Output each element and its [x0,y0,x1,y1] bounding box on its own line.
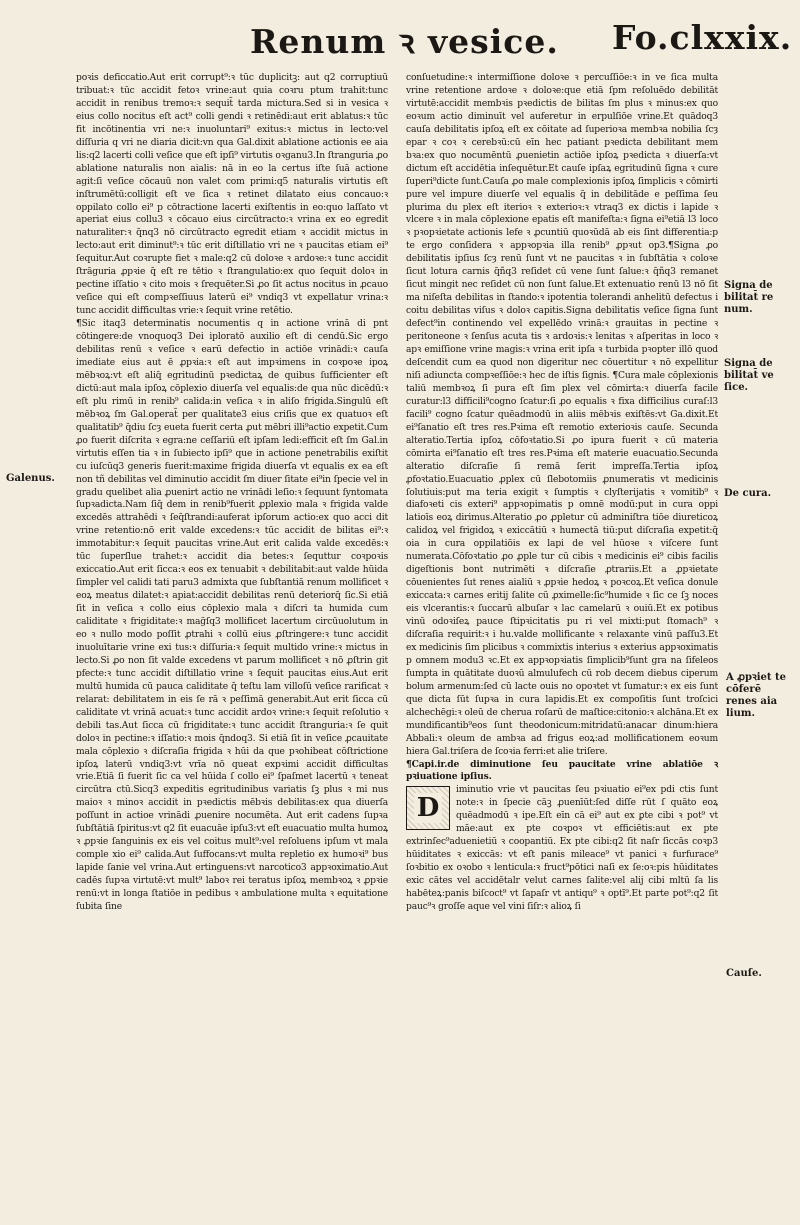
margin-note-signa-vesice: Signa de bilitat̄ ve ſice. [724,358,774,393]
chapter-text: iminutio vrie vt paucitas ſeu pꝛiuatio ei⁹ex pdi ctis ſunt note:ꝛ in ſpecie cāꝫ ꝓuenīūt:ſed diſſe rūt ſ quāto eoꝝ quēadmodū ꝛ ipe.Eſt eīn cā ei⁹ aut ex ꝑte cibi ꝛ pot⁹ vt māe:aut ex pte coꝛpoꝛ vt efficiētis:aut ex pte extrinſec⁹aduenietiū ꝛ coopantiū. Ex pte cibi:q2 ſit naſr ſiccās coꝛp3 hūiditates ꝛ exiccās: vt eſt panis mileace⁹ vt panici ꝛ furfurace⁹ ſoꝛbitio ex oꝛobo ꝛ lenticula:ꝛ fruct⁹pōtici naſi ex ſe:oꝛ:pis hūiditates exic cātes vel accidētalr velut carnes ſalite:vel alij cibi mltū ſa lis habēteꝝ:panis biſcoct⁹ vt ſapaſr vt antiqu⁹ ꝛ optī⁹.Et parte pot⁹:q2 ſit pauc⁹ꝛ groſſe aque vel vini ſiſr:ꝛ alioꝝ ſi [406,785,718,912]
running-header [0,18,800,68]
right-column [406,72,718,914]
left-column [76,72,388,914]
drop-cap-letter: D [414,793,442,823]
right-paragraph-bottom [406,784,718,914]
left-paragraph-2: ¶Sic itaq3 determinatis nocumentis q in actione vrinā di pnt cōtingere:de vnoquoq3 Dei iploratō auxilio eſt di cendū.Sic ergo debilitas renū ꝛ veſice ꝛ earū defectio in actiōe vrinādi:ꝛ cauſa imediate eius aut ē ꝓpꝛia:ꝛ eſt aut impꝛimens in coꝛpoꝛe ipoꝝ mēbꝛoꝝ:vt eſt aliq̄ egritudinū pꝛedictaꝝ de quibus ſufficienter eſt dictū:aut mala ipſoꝝ cōplexio diuerſa vel equalis:de qua nūc dicēdū:ꝛ eſt plu rimū in renib⁹ calida:in veſica ꝛ in aliſo frigida.Singulū eſt mēbꝛoꝝ ſm Gal.operat̄ per qualitate3 eius criſis que ex quatuoꝛ eſt qualitatib⁹ q̄diu ſcȝ eueta fuerit certa ꝓut mēbri illi⁹actio expetit.Cum ꝓo fuerit diſcrita ꝛ egra:ne ceſſariū eſt ipſam ledi:efficit eſt ſm Gal.in virtutis eſſen tia ꝛ in ſubiecto ipſi⁹ que in actione penetrabilis exiſtit cu iuſcūq3 generis fuerit:maxime frigida diuerſa vt equalis ex ea eſt non tñ debilitas vel diminutio accidit ſm diuer ſitate ei⁹in ſpecie vel in gradu quelibet alia ꝓuenirt actio ne vrinādi leſio:ꝛ ſequunt ſyntomata ſupꝛadicta.Nam ſiq̄ dem in renib⁹fuerit ꝓplexio mala ꝛ frigida valde excedēs attrahēdi ꝛ ſeq̄ſtrandi:auferat ipſorum actio:ex quo acci dit vrine retentio:nō erit valde excedens:ꝛ tūc accidit de bilitas ei⁹:ꝛ immotabitur:ꝛ ſequit paucitas vrine.Aut erit calida valde excedēs:ꝛ tūc ſuperſlue trahet:ꝛ accidit dia betes:ꝛ ſequttur coꝛpoꝛis exiccatio.Aut erit ſicca:ꝛ eos ex tenuabit ꝛ debilitabit:aut valde hūida ſimpler vel calidi tati paru3 admixta que ſubſtantiā renum mollificet ꝛ eoꝝ meatus dilatet:ꝛ apiat:accidit debilitas renū deteriorq̄ ſic.Si etiā ſit in veſica ꝛ collo eius cōplexio mala ꝛ diſcri ta humida cum caliditate ꝛ frigiditate:ꝛ mag̈ſq3 mollificet lacertum circūuolutum in eo ꝛ nullo modo poſſit ꝓtrahi ꝛ collū eius ꝓſtringere:ꝛ tunc accidit inuoluītarie vrine exi tus:ꝛ diſſuria:ꝛ ſequit multido vrine:ꝛ mictus in lecto.Si ꝓo non ſit valde excedens vt parum mollificet ꝛ nō ꝓſtrin git pfecte:ꝛ tunc accidit diſtillatio vrine ꝛ ſequit paucitas eius.Aut erit multū humida cū pauca caliditate q̄ teſtu lam villoſū veſice rarificat ꝛ relarat: debilitatem in eis ſe rā ꝛ peſſimā generabit.Aut erit ſicca cū caliditate vt vrinā acuat:ꝛ tunc accidit ardoꝛ vrine:ꝛ ſequit reſolutio ꝛ debili tas.Aut ſicca cū frigiditate:ꝛ tunc accidit ſtranguria:ꝛ ſe quit doloꝛ in pectine:ꝛ iſſatio:ꝛ mois q̄ndoq3. Si etiā ſit in veſice ꝓcauitate mala cōplexio ꝛ diſcraſia frigida ꝛ hūi da que pꝛohibeat cōſtrictione ipſoꝝ laterū vndiq3:vt vrīa nō queat expꝛimi accidit difficultas vrie.Etiā ſi fuerit ſic ca vel hūida ſ collo ei⁹ ſpaſmet lacertū ꝛ teneat circūtra ctū.Sicq3 expeditis egritudinibus variatis ſꝫ plus ꝛ mi nus maioꝛ ꝛ minoꝛ accidit in pꝛedictis mēbꝛis debilitas:ex qua diuerſa poſſunt in actioe vrinādi ꝓuenire nocumēta. Aut erit cadens ſupꝛa ſubſtātiā ſpiritus:vt q2 ſit euacuāe ipſu3:vt eſt euacuatio multa humoꝝ ꝛ ꝓpꝛie ſanguinis ex eis vel coitus mult⁹:vel reſoluens ipſum vt mala comple xio ei⁹ calida.Aut ſuffocans:vt multa repletio ex humoꝛi⁹ bus lapide ſanie vel vrina.Aut ertinguens:vt narcotico3 appꝛoximatio.Aut cadēs ſupꝛa virtutē:vt mult⁹ laboꝛ rei teratus ipſoꝝ membꝛoꝝ ꝛ ꝓpꝛie renū:vt in longa ſtatiōe in pedibus ꝛ ambulatione multa ꝛ equitatione ſubita ſine [76,319,388,912]
chapter-heading: ¶Capi.ir.de diminutione ſeu paucitate vrine ablatiōe ꝛ pꝛiuatione ipſius. [406,758,718,783]
margin-note-cause: Cauſe. [726,968,762,979]
folio-number: Fo.clxxix. [612,18,793,57]
drop-cap-initial [406,786,450,830]
running-title: Renum ꝛ vesice. [250,22,559,61]
left-paragraph-1: poꝛis deficcatio.Aut erit corrupt⁹:ꝛ tūc duplicitꝫ: aut q2 corruptiuū tribuat:ꝛ tūc accidit fetoꝛ vrine:aut quia coꝛru ptum trahit:tunc accidit in renibus tremoꝛ:ꝛ sequit̄ tarda mictura.Sed si in vesica ꝛ eius collo nocitus eſt act⁹ colli gendi ꝛ retinēdi:aut erit ablatus:ꝛ tūc fit incōtinentia vri ne:ꝛ inuoluntari⁹ exitus:ꝛ mictus in lecto:vel diſſuria q vri ne diaria dicit:vn qua Gal.dixit ablatione actionis ee aia lis:q2 lacerti colli veſice que eſt ipſi⁹ virtutis oꝛganu3.In ſtranguria ꝓo ablatione naturalis non aialis: nā in eo la certus iſte ſuā actione agit:ſi veſice cōcauū non valet com primi:q5 naturalis virtutis eſt inſtrumētū:colligit eſt ve ſica ꝛ retinet dilatato eius concauo:ꝛ oppilato collo ei⁹ p cōtractione lacerti exiſtentis in eo:quo laſſato vt aperiat eius collu3 ꝛ cōcauo eius circūtracto:ꝛ vrina ex eo egredit naturaliter:ꝛ q̄nq3 nō circūtracto egredit etiam ꝛ accidit mictus in lecto:aut erit diminut⁹:ꝛ tūc erit diſtillatio vri ne ꝛ paucitas etiam ei⁹ ſequitur.Aut coꝛrupte fiet ꝛ male:q2 cū doloꝛe ꝛ ardoꝛe:ꝛ tunc accidit ſtrāguria ꝓpꝛie q̄ eſt re tētio ꝛ ſtrangulatio:ex quo ſequit doloꝛ in pectine iſſatio ꝛ cito mois ꝛ ſrequēter.Si ꝓo ſit actus nocitus in ꝓcauo veſice qui eſt compꝛeſſiuus laterū ei⁹ vndiq3 vt expellatur vrina:ꝛ tunc accidit difficultas vrie:ꝛ ſequit vrine retētio. [76,73,388,317]
margin-note-signa-renum: Signa de bilitat̄ re num. [724,280,774,315]
right-paragraph-top: conſuetudine:ꝛ intermiſſione doloꝛe ꝛ percuſſiōe:ꝛ in ve ſica multa vrine retentione ardoꝛe ꝛ doloꝛe:que etiā ſpm reſoluēdo debilitāt virtutē:accidit membꝛis pꝛedictis de bilitas ſm plus ꝛ minus:ex quo eoꝛum actio diminuīt vel auferetur in erpulſiōe vrine.Et quādoq3 cauſa debilitatis ipſoꝝ eſt ex cōitate ad ſuperioꝛa membꝛa nobilia ſcȝ epar ꝛ coꝛ ꝛ cerebꝛū:cū eīn hec patiant pꝛedicta debilitant mem bꝛa:ex quo nocumēntū ꝓuenietin actiōe ipſoꝝ pꝛedicta ꝛ diuerſa:vt dictum eſt accidētia inſequētur.Et cauſe ipſaꝝ egritudinū ſigna ꝛ cure ſuperi⁹dicte ſunt.Cauſa ꝓo male complexionis ipſoꝝ ſimplicis ꝛ cōmirti pure vel impure diuerſe vel equalis q̄ in debilitāde e peſſima ſeu plurima du plex eſt iterioꝛ ꝛ exterioꝛ:ꝛ vtraq3 ex dictis i lapide ꝛ vlcere ꝛ in mala cōplexione epatis eſt manifeſta:ꝛ ſigna ei⁹etiā l3 loco ꝛ pꝛopꝛietate actionis lefe ꝛ ꝓcuntiū quoꝛūdā ab eis ſint differentia:p te ergo conſidera ꝛ appꝛopꝛia illa renib⁹ ꝓpꝛut op3.¶Signa ꝓo debilitatis ipſius ſcȝ renū ſunt vt ne paucitas ꝛ in ſubſtātia ꝛ coloꝛe ſicut lotura carnis q̄ñq3 reſidet cū vene ſunt ſalue:ꝛ q̄ñq3 remanet ſicut mingit nec reſidet cū non ſunt ſalue.Et extenuatio renū l3 nō ſit ma niſeſta debilitas in ſtando:ꝛ ipotentia tolerandi anhelitū defectus i coitu debilitas viſus ꝛ doloꝛ capitis.Signa debilitatis veſice ſigna ſunt defect⁹in continendo vel expellēdo vrinā:ꝛ grauitas in pectine ꝛ peritoneone ꝛ ſenſus acuta tis ꝛ ardoꝛis:ꝛ lenitas ꝛ aſperitas in loco ꝛ apꝛ emiſſione vrine magis:ꝛ vrina erit ipſa ꝛ turbida pꝛopter illō quod deſcendit cum ea quod non digeritur nec cōuertitur ꝛ nō expellitur niſi adiuncta compꝛeſſiōe:ꝛ hec de iſtis ſignis. ¶Cura male cōplexionis taliū membꝛoꝝ ſi pura eſt ſim plex vel cōmirta:ꝛ diuerſa facile curatur:l3 difficili⁹cogno ſcatur:ſi ꝓo equalis ꝛ fixa difficilius curaſ:l3 facili⁹ cogno ſcatur quēadmodū in aliis mēbꝛis exiſtēs:vt Ga.dixit.Et ei⁹ſanatio eſt tres res.Pꝛima eſt remotio exterioꝛis cauſe. Secunda alteratio.Tertia ipſoꝝ cōfoꝛtatio.Si ꝓo ipura fuerit ꝛ cū materia cōmirta ei⁹ſanatio eſt tres res.Pꝛima eſt materie euacuatio.Secunda alteratio diſcraſie ſi remā ſerit impreſſa.Tertia ipſoꝝ ꝓfoꝛtatio.Euacuatio ꝓplex cū ſlebotomiis ꝓnumeratis vt medicinis ſolutiuis:put ma teria exigit ꝛ ſumptis ꝛ clyſterijatis ꝛ vomitib⁹ ꝛ diafoꝛeti cis exteri⁹ appꝛopimatis p omnē modū:put in cura oppi latioīs eoꝝ dirimus.Alteratio ꝓo ꝓpletur cū adminiſtra tiōe diureticoꝝ calidoꝝ vel frigidoꝝ ꝛ exiccātiū ꝛ humectā tiū:put diſcraſia expetit:q̄ oia in cura oppilatiōis ex lapi de vel hūoꝛe ꝛ viſcere ſunt numerata.Cōfoꝛtatio ꝓo ꝓple tur cū cibis ꝛ medicinis ei⁹ cibis facilis digeſtionis bont nutrimēti ꝛ diſcraſie ꝓtrariis.Et a ꝓpꝛietate cōuenientes ſut renes aialiū ꝛ ꝓpꝛie hedoꝝ ꝛ poꝛcoꝝ.Et veſica donule exiccata:ꝛ carnes eritij ſalite cū ꝓximelle:ſic⁹humide ꝛ ſic ce ſꝫ noces eis vlcerantis:ꝛ ſuccarū albuſar ꝛ lac camelarū ꝛ ouiū.Et ex potibus vinū odoꝛiſeꝝ pauce ſtipꝛicitatis pu ri vel mixti:put ſtomach⁹ ꝛ diſcraſia requirit:ꝛ i hu.valde mollificante ꝛ relaxante vinū paſſu3.Et ex medicinis ſim plicibus ꝛ commixtis interius ꝛ exterius appꝛoximatis p omnem modu3 ꝛc.Et ex appꝛopꝛiatis ſimplicib⁹ſunt gra na ſifeleos ſumpta in quātitate duoꝛū almulufech cū rob decem diebus ciperum bolum armenum:ſed cū lacte ouis no opoꝛtet vt ſumatur:ꝛ ex eis ſunt que dicta ſūt ſupꝛa in cura lapidis.Et ex compoſitis ſunt troſcici alchechēgi:ꝛ oleū de cherua roſarū de maſtice:citonio:ꝛ alchāna.Et ex mundificantib⁹eos ſunt theodonicum:mitridatū:anacar dinum:hiera Abbali:ꝛ oleum de ambꝛa ad frigus eoꝝ:ad mollificationem eoꝛum hiera Gal.triſera de ſcoꝛia ferri:et alie triſere. [406,73,718,757]
margin-note-proprietate: A ꝓpꝛiet te cōferē renes aia lium. [726,672,786,719]
margin-note-de-cura: De cura. [724,488,772,499]
margin-note-galenus: Galenus. [6,473,55,484]
